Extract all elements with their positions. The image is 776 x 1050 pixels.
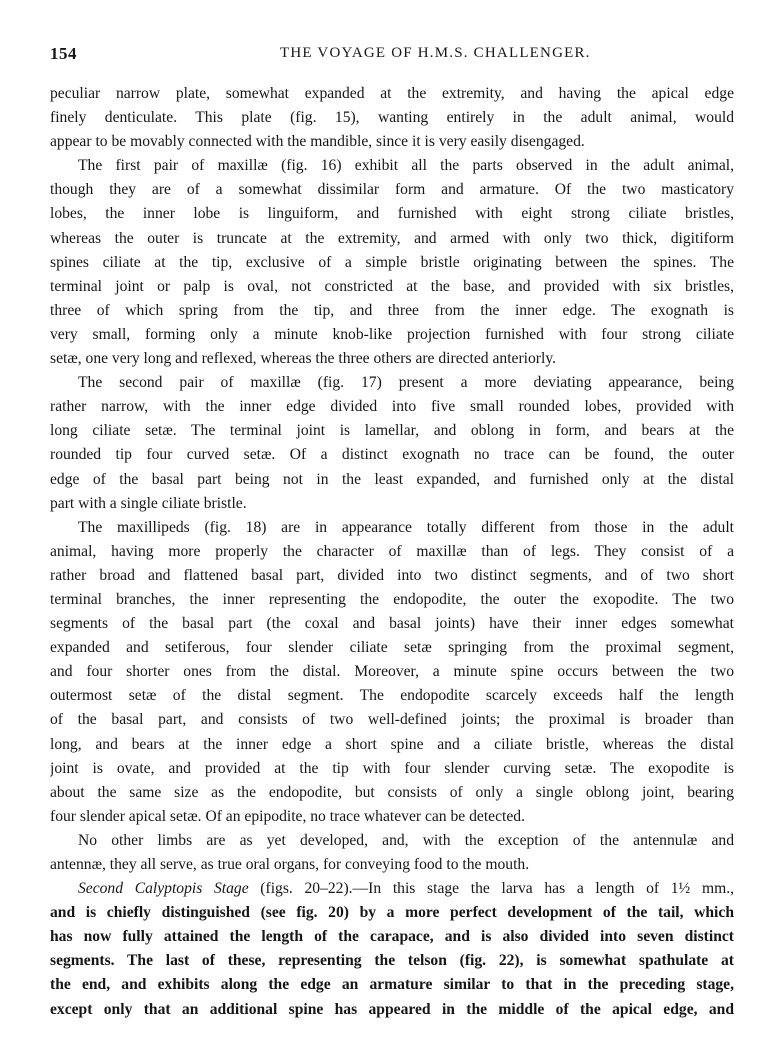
page-header [50, 44, 740, 68]
text-line: lobes, the inner lobe is linguiform, and furnished with eight strong ciliate bristles, [50, 205, 734, 223]
text-line: setæ, one very long and reflexed, whereas the three others are directed anteriorly. [50, 350, 556, 368]
text-line: part with a single ciliate bristle. [50, 494, 247, 512]
text-line: of the basal part, and consists of two well-defined joints; the proximal is broader than [50, 711, 734, 729]
text-line: finely denticulate. This plate (fig. 15), wanting entirely in the adult animal, would [50, 109, 734, 127]
text-line: antennæ, they all serve, as true oral organs, for conveying food to the mouth. [50, 856, 530, 873]
text-line: and is chiefly distinguished (see fig. 20) by a more perfect development of the tail, which [50, 904, 734, 922]
section-first-line [50, 877, 734, 901]
body-text [50, 82, 734, 1022]
text-line: very small, forming only a minute knob-like projection furnished with four strong ciliate [50, 325, 734, 343]
text-line: the end, and exhibits along the edge an armature similar to that in the preceding stage, [50, 976, 734, 994]
text-line: terminal branches, the inner representing the endopodite, the outer the exopodite. The two [50, 590, 734, 608]
text-line: spines ciliate at the tip, exclusive of a simple bristle originating between the spines. The [50, 253, 734, 271]
text-line: and four shorter ones from the distal. Moreover, a minute spine occurs between the two [50, 663, 734, 681]
text-line: segments. The last of these, representing the telson (fig. 22), is somewhat spathulate at [50, 952, 734, 970]
text-line: rounded tip four curved setæ. Of a distinct exognath no trace can be found, the outer [50, 446, 734, 464]
section-heading-rest: (figs. 20–22).—In this stage the larva has a length of 1½ mm., [248, 880, 734, 898]
text-line: rather broad and flattened basal part, divided into two distinct segments, and of two short [50, 566, 734, 584]
text-line: The maxillipeds (fig. 18) are in appearance totally different from those in the adult [78, 518, 734, 536]
running-title: THE VOYAGE OF H.M.S. CHALLENGER. [280, 45, 591, 61]
text-line: joint is ovate, and provided at the tip with four slender curving setæ. The exopodite is [50, 759, 734, 777]
text-line: The second pair of maxillæ (fig. 17) present a more deviating appearance, being [78, 374, 734, 392]
text-line: four slender apical setæ. Of an epipodite, no trace whatever can be detected. [50, 807, 525, 825]
text-line: except only that an additional spine has appeared in the middle of the apical edge, and [50, 1000, 734, 1018]
text-line: though they are of a somewhat dissimilar form and armature. Of the two masticatory [50, 181, 734, 199]
text-line: has now fully attained the length of the carapace, and is also divided into seven distinct [50, 928, 734, 946]
text-line: outermost setæ of the distal segment. The endopodite scarcely exceeds half the length [50, 687, 734, 705]
text-line: long, and bears at the inner edge a short spine and a ciliate bristle, whereas the distal [50, 735, 734, 753]
text-line: long ciliate setæ. The terminal joint is lamellar, and oblong in form, and bears at the [50, 422, 734, 440]
section-heading: Second Calyptopis Stage [78, 880, 249, 898]
text-line: animal, having more properly the character of maxillæ than of legs. They consist of a [50, 542, 734, 560]
text-line: No other limbs are as yet developed, and, with the exception of the antennulæ and [78, 831, 734, 849]
text-line: terminal joint or palp is oval, not constricted at the base, and provided with six bristles, [50, 277, 734, 295]
text-line: whereas the outer is truncate at the extremity, and armed with only two thick, digitiform [50, 229, 734, 247]
text-line: three of which spring from the tip, and three from the inner edge. The exognath is [50, 301, 734, 319]
text-line: appear to be movably connected with the mandible, since it is very easily disengaged. [50, 133, 585, 151]
text-line: rather narrow, with the inner edge divided into five small rounded lobes, provided with [50, 398, 734, 416]
text-line: peculiar narrow plate, somewhat expanded at the extremity, and having the apical edge [50, 85, 734, 102]
text-line: edge of the basal part being not in the least expanded, and furnished only at the distal [50, 470, 734, 488]
page-number: 154 [50, 44, 77, 63]
text-line: expanded and setiferous, four slender ciliate setæ springing from the proximal segment, [50, 639, 734, 657]
text-line: The first pair of maxillæ (fig. 16) exhibit all the parts observed in the adult animal, [78, 157, 734, 175]
text-line: segments of the basal part (the coxal and basal joints) have their inner edges somewhat [50, 615, 734, 633]
text-line: about the same size as the endopodite, but consists of only a single oblong joint, bearing [50, 783, 734, 801]
